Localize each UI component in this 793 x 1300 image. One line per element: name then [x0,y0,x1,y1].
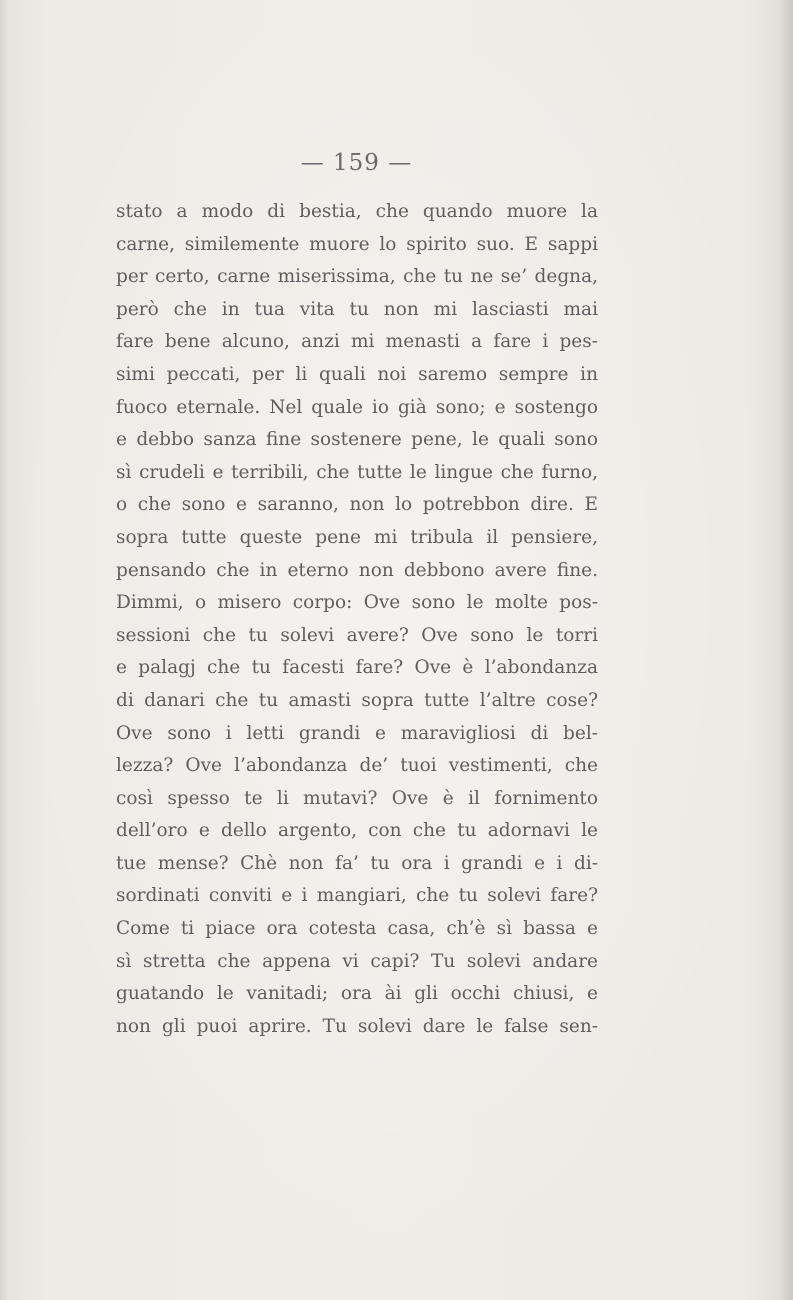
body-text [116,196,598,1043]
text-line: fare bene alcuno, anzi mi menasti a fare i pes- [116,331,598,353]
text-line: non gli puoi aprire. Tu solevi dare le false sen- [116,1015,598,1037]
text-line: fuoco eternale. Nel quale io già sono; e sostengo [116,396,598,418]
text-line: sì stretta che appena vi capi? Tu solevi andare [116,950,598,972]
text-line: dell’oro e dello argento, con che tu adornavi le [116,820,598,842]
text-line: carne, similemente muore lo spirito suo. E sappi [116,233,598,255]
page-right-edge-shadow [779,0,793,1300]
page-left-edge-shadow [0,0,8,1300]
text-line: simi peccati, per li quali noi saremo sempre in [116,363,598,385]
text-line: lezza? Ove l’abondanza de’ tuoi vestimenti, che [116,755,598,777]
text-line: e palagj che tu facesti fare? Ove è l’abondanza [116,657,598,679]
text-line: o che sono e saranno, non lo potrebbon dire. E [116,494,598,516]
text-line: sì crudeli e terribili, che tutte le lingue che furno, [116,461,598,483]
text-line: però che in tua vita tu non mi lasciasti mai [116,298,598,320]
text-line: così spesso te li mutavi? Ove è il fornimento [116,787,598,809]
text-line: per certo, carne miserissima, che tu ne se’ degna, [116,266,598,288]
text-line: sopra tutte queste pene mi tribula il pensiere, [116,526,598,548]
text-line: e debbo sanza fine sostenere pene, le quali sono [116,429,598,451]
text-line: Come ti piace ora cotesta casa, ch’è sì bassa e [116,918,598,940]
text-line: stato a modo di bestia, che quando muore la [116,201,598,222]
page-number: — 159 — [300,150,413,176]
text-line: di danari che tu amasti sopra tutte l’altre cose? [116,689,598,711]
text-line: tue mense? Chè non fa’ tu ora i grandi e i di- [116,852,598,874]
text-line: Dimmi, o misero corpo: Ove sono le molte pos- [116,592,598,614]
text-line: guatando le vanitadi; ora ài gli occhi chiusi, e [116,983,598,1005]
text-line: sordinati conviti e i mangiari, che tu solevi fare? [116,885,598,907]
text-line: pensando che in eterno non debbono avere fine. [116,559,598,581]
text-line: sessioni che tu solevi avere? Ove sono le torri [116,624,598,646]
text-line: Ove sono i letti grandi e maravigliosi di bel- [116,722,598,744]
